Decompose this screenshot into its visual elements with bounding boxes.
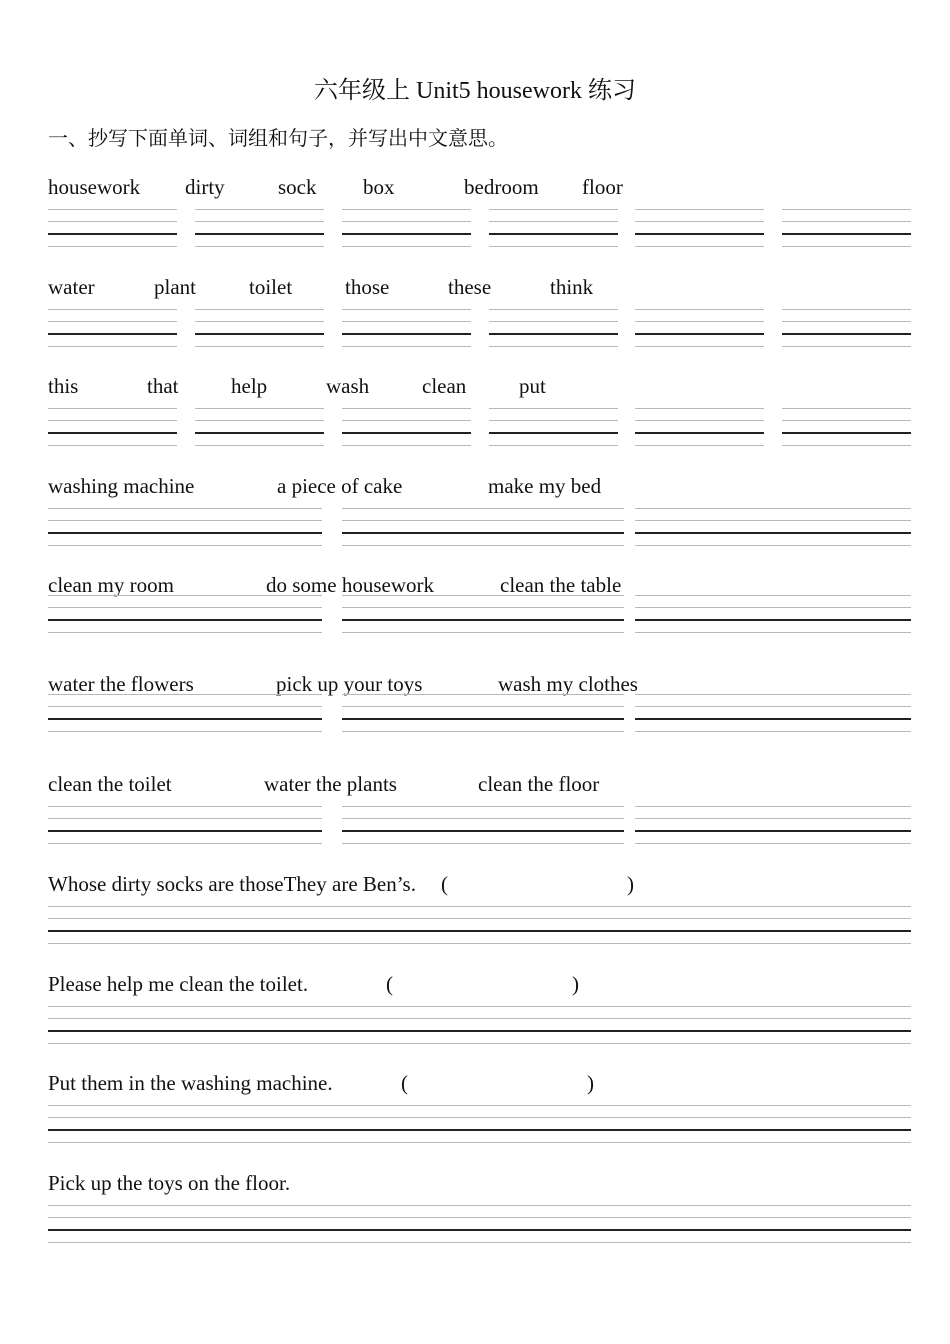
word: clean <box>422 374 467 398</box>
writing-lines[interactable] <box>635 309 764 349</box>
word: toilet <box>249 275 293 299</box>
writing-lines[interactable] <box>48 1105 911 1145</box>
phrase-row-1 <box>0 473 950 553</box>
writing-lines[interactable] <box>48 408 177 448</box>
writing-lines[interactable] <box>48 595 322 635</box>
writing-lines[interactable] <box>48 1006 911 1046</box>
sentence: Put them in the washing machine. <box>48 1071 333 1095</box>
phrase: clean the toilet <box>48 772 172 796</box>
phrase: wash my clothes <box>498 672 638 696</box>
word: that <box>147 374 179 398</box>
answer-paren-close: ) <box>572 972 579 996</box>
word: sock <box>278 175 317 199</box>
phrase-row-2 <box>0 572 950 652</box>
phrase: washing machine <box>48 474 195 498</box>
writing-lines[interactable] <box>48 906 911 946</box>
sentence-row-3 <box>0 1070 950 1150</box>
writing-lines[interactable] <box>342 508 624 548</box>
sentence: Pick up the toys on the floor. <box>48 1171 291 1195</box>
word: think <box>550 275 594 299</box>
writing-lines[interactable] <box>48 209 177 249</box>
phrase: make my bed <box>488 474 602 498</box>
word-row-1 <box>0 174 950 254</box>
writing-lines[interactable] <box>635 209 764 249</box>
writing-lines[interactable] <box>195 209 324 249</box>
writing-lines[interactable] <box>635 508 911 548</box>
word: box <box>363 175 395 199</box>
writing-lines[interactable] <box>635 806 911 846</box>
writing-lines[interactable] <box>489 209 618 249</box>
writing-lines[interactable] <box>48 806 322 846</box>
writing-lines[interactable] <box>782 209 911 249</box>
word: put <box>519 374 546 398</box>
sentence-row-1 <box>0 871 950 951</box>
writing-lines[interactable] <box>635 595 911 635</box>
writing-lines[interactable] <box>782 309 911 349</box>
word: those <box>345 275 390 299</box>
word: bedroom <box>464 175 539 199</box>
page-title: 六年级上 Unit5 housework 练习 <box>314 78 636 104</box>
phrase: pick up your toys <box>276 672 423 696</box>
phrase-row-3 <box>0 671 950 751</box>
word: plant <box>154 275 196 299</box>
word: housework <box>48 175 141 199</box>
phrase: water the flowers <box>48 672 194 696</box>
writing-lines[interactable] <box>342 209 471 249</box>
word: dirty <box>185 175 225 199</box>
phrase-row-4 <box>0 771 950 851</box>
phrase: clean the table <box>500 573 622 597</box>
writing-lines[interactable] <box>48 1205 911 1245</box>
writing-lines[interactable] <box>195 408 324 448</box>
writing-lines[interactable] <box>635 694 911 734</box>
word: water <box>48 275 95 299</box>
answer-paren-open: ( <box>401 1071 408 1095</box>
sentence-row-4 <box>0 1170 950 1250</box>
writing-lines[interactable] <box>48 508 322 548</box>
sentence: Whose dirty socks are thoseThey are Ben’s. <box>48 872 416 896</box>
word: these <box>448 275 492 299</box>
answer-paren-close: ) <box>627 872 634 896</box>
writing-lines[interactable] <box>342 309 471 349</box>
writing-lines[interactable] <box>635 408 764 448</box>
word: this <box>48 374 79 398</box>
writing-lines[interactable] <box>489 309 618 349</box>
phrase: clean my room <box>48 573 174 597</box>
answer-paren-close: ) <box>587 1071 594 1095</box>
phrase: clean the floor <box>478 772 600 796</box>
writing-lines[interactable] <box>342 595 624 635</box>
answer-paren-open: ( <box>386 972 393 996</box>
writing-lines[interactable] <box>782 408 911 448</box>
word: help <box>231 374 268 398</box>
writing-lines[interactable] <box>195 309 324 349</box>
phrase: a piece of cake <box>277 474 403 498</box>
writing-lines[interactable] <box>48 309 177 349</box>
phrase: do some housework <box>266 573 434 597</box>
sentence-row-2 <box>0 971 950 1051</box>
answer-paren-open: ( <box>441 872 448 896</box>
word: floor <box>582 175 623 199</box>
writing-lines[interactable] <box>48 694 322 734</box>
word-row-2 <box>0 274 950 354</box>
sentence: Please help me clean the toilet. <box>48 972 309 996</box>
writing-lines[interactable] <box>342 694 624 734</box>
writing-lines[interactable] <box>342 806 624 846</box>
word: wash <box>326 374 370 398</box>
word-row-3 <box>0 373 950 453</box>
writing-lines[interactable] <box>489 408 618 448</box>
phrase: water the plants <box>264 772 397 796</box>
instruction: 一、抄写下面单词、词组和句子，并写出中文意思。 <box>48 128 508 150</box>
writing-lines[interactable] <box>342 408 471 448</box>
